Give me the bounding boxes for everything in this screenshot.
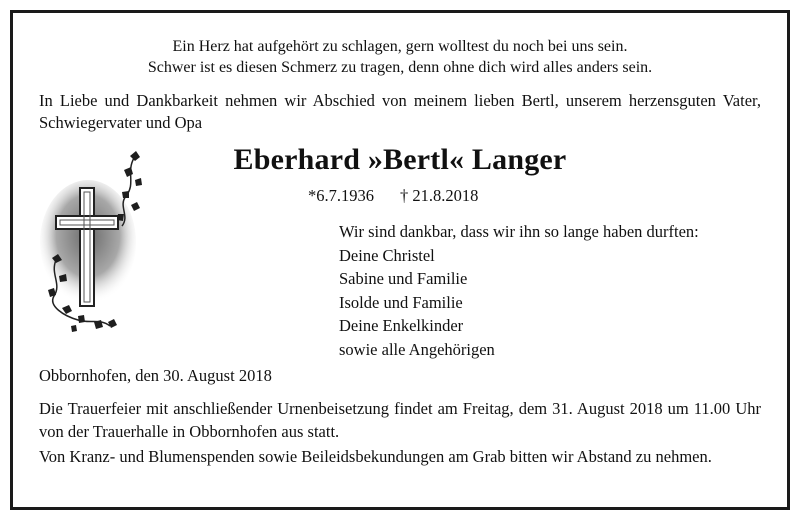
cross-with-ivy-icon <box>38 150 146 338</box>
thanks-line: Wir sind dankbar, dass wir ihn so lange haben durften: <box>339 222 699 241</box>
family-member: Sabine und Familie <box>339 269 468 288</box>
family-member: Deine Christel <box>339 245 435 265</box>
verse-line-1: Ein Herz hat aufgehört zu schlagen, gern wolltest du noch bei uns sein. <box>172 38 628 55</box>
birth-date: *6.7.1936 <box>308 186 374 205</box>
family-member: sowie alle Angehörigen <box>339 339 495 359</box>
intro-text: In Liebe und Dankbarkeit nehmen wir Abschied von meinem lieben Bertl, unserem herzensguten Vater, Schwiegervater und Opa <box>39 91 761 132</box>
family-member: Deine Enkelkinder <box>339 316 464 335</box>
death-date: † 21.8.2018 <box>400 186 479 205</box>
deceased-name: Eberhard »Bertl« Langer <box>233 143 567 176</box>
flowers-request: Von Kranz- und Blumenspenden sowie Beileidsbekundungen am Grab bitten wir Abstand zu nehmen. <box>39 447 712 466</box>
verse-line-2: Schwer ist es diesen Schmerz zu tragen, denn ohne dich wird alles anders sein. <box>147 59 653 76</box>
family-member: Isolde und Familie <box>339 292 463 312</box>
place-date: Obbornhofen, den 30. August 2018 <box>39 366 272 385</box>
family-block <box>339 220 699 361</box>
service-info: Die Trauerfeier mit anschließender Urnenbeisetzung findet am Freitag, dem 31. August 2018 um 11.00 Uhr von der Trauerhalle in Obbornhofen aus statt. <box>39 399 761 441</box>
